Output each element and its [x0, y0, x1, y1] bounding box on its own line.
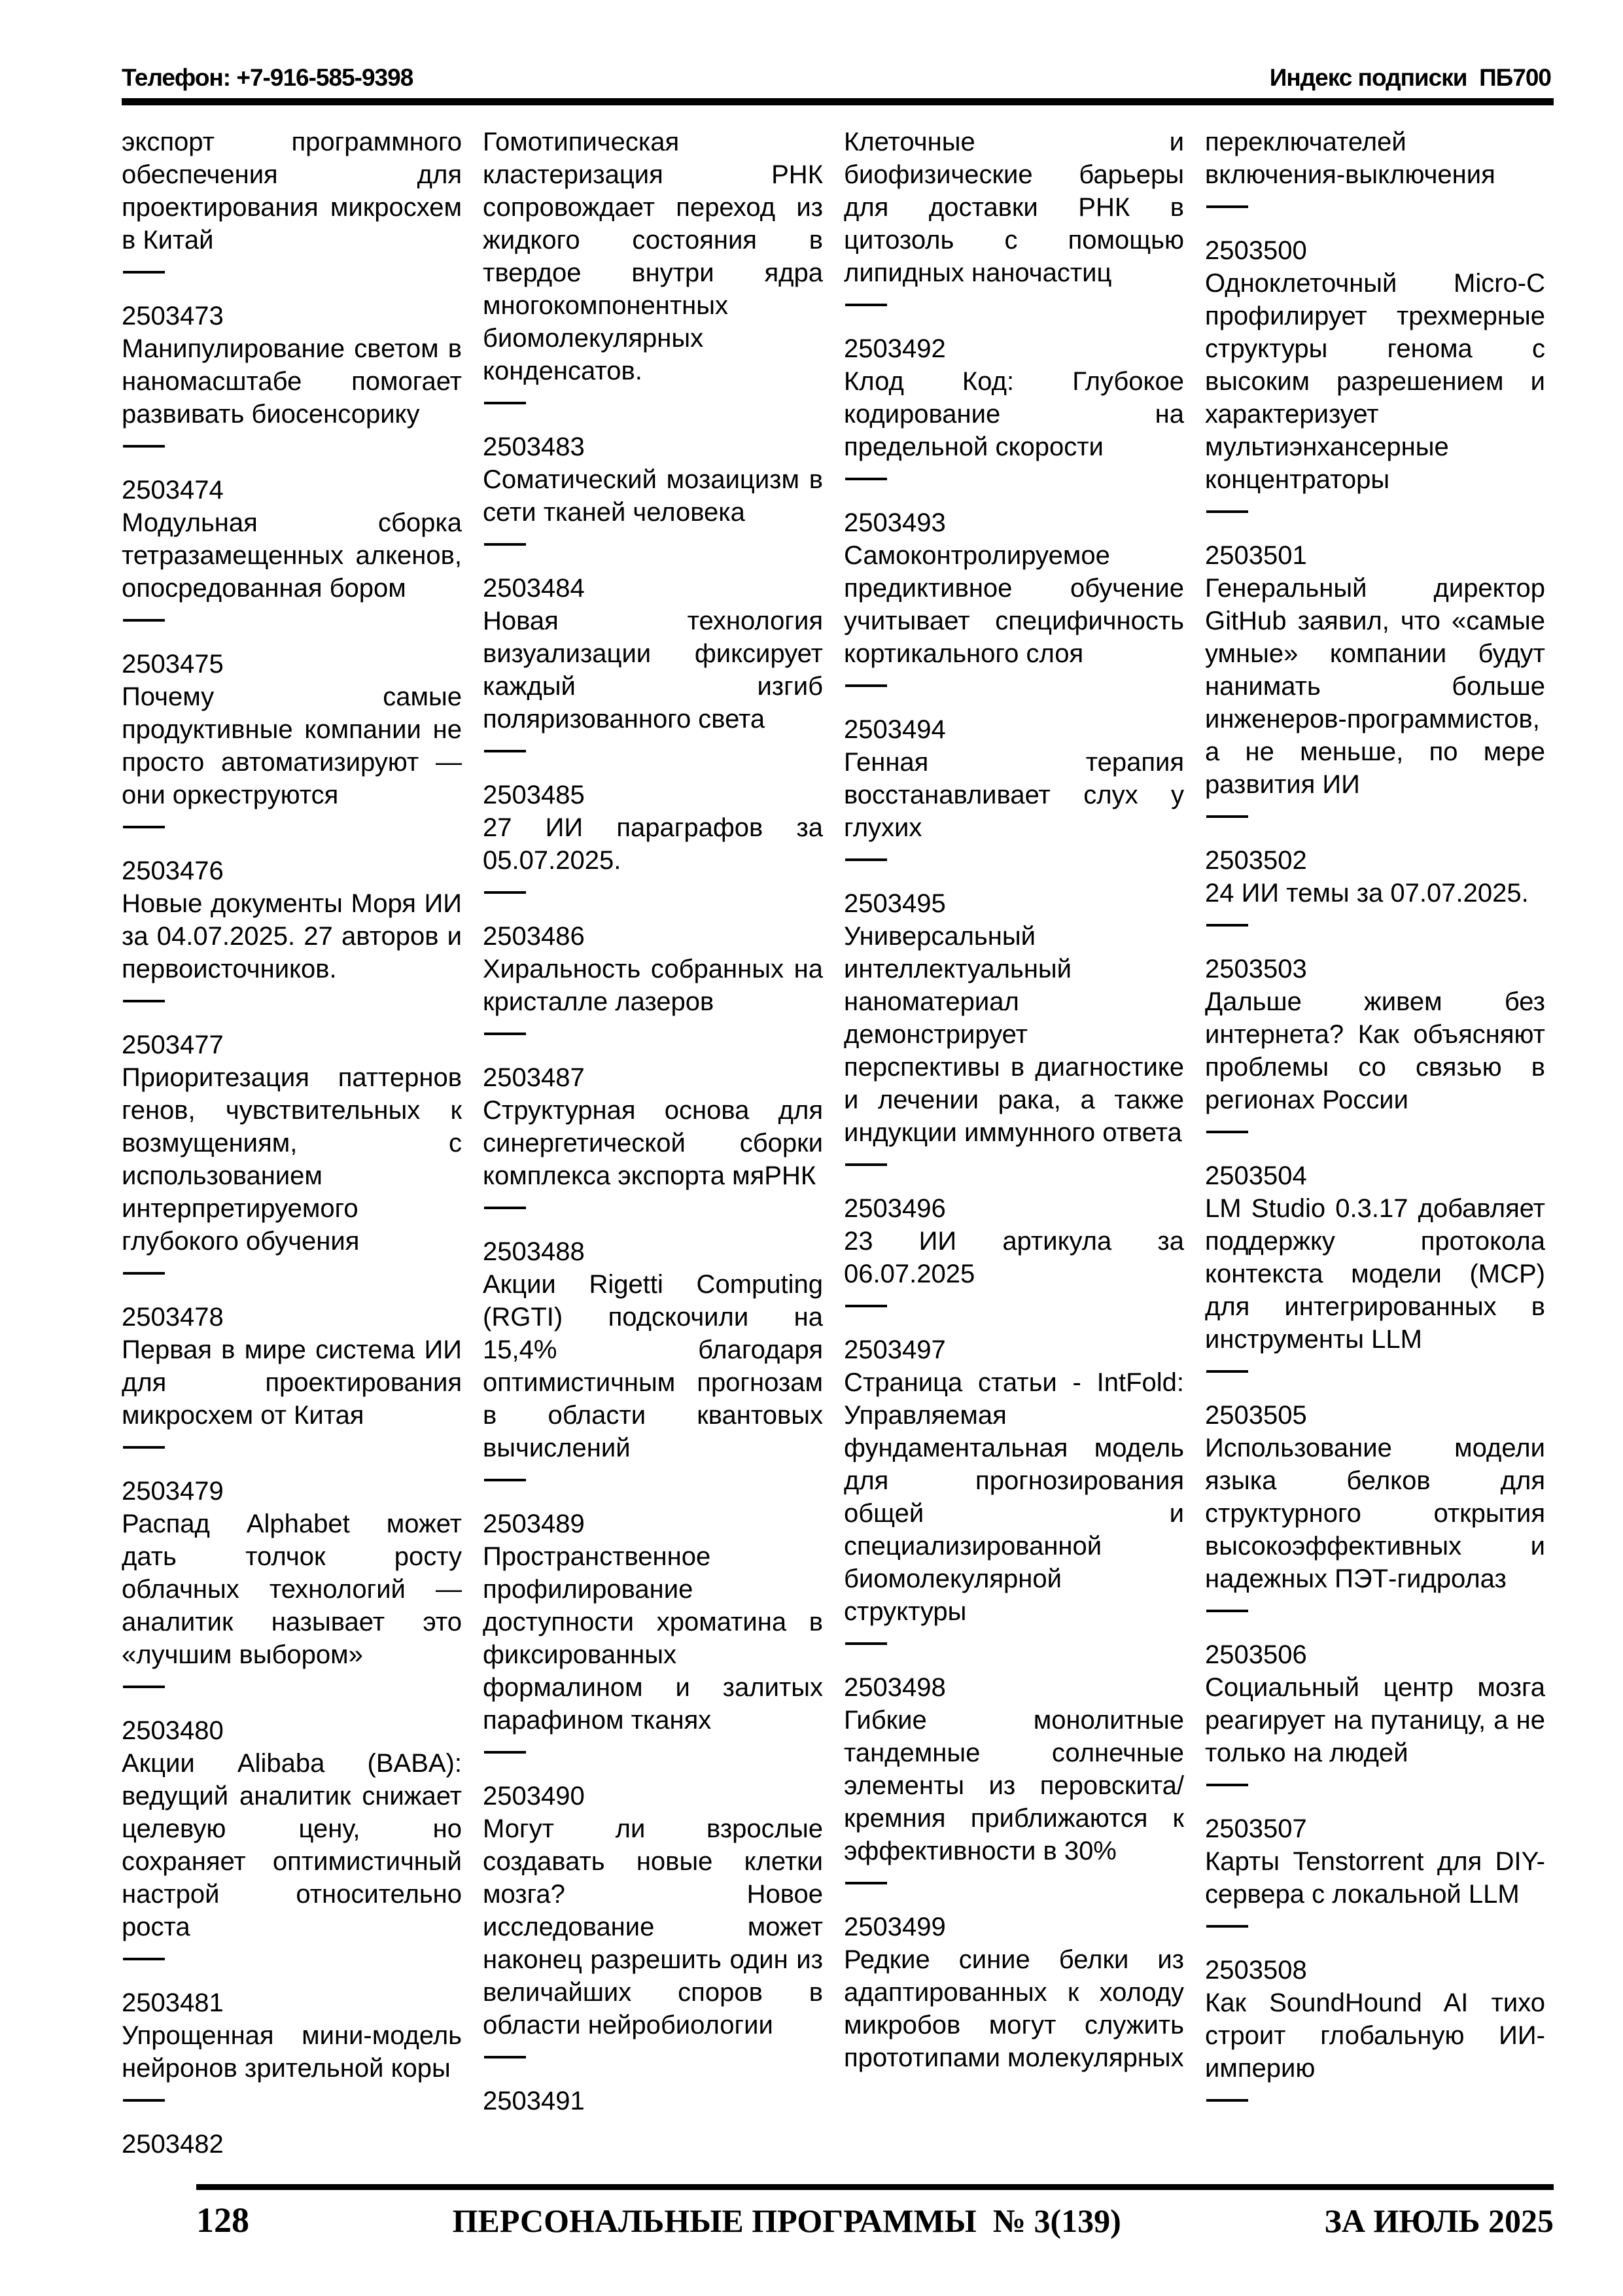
entry-number: 2503492	[844, 334, 946, 363]
entry-separator	[1206, 2099, 1248, 2102]
entry-title: Упрощенная мини-модель нейронов зрительной коры	[122, 2021, 462, 2083]
catalog-columns	[122, 126, 1545, 2174]
entry-title: Социальный центр мозга реагирует на путаницу, а не только на людей	[1205, 1673, 1545, 1767]
entry-title: Соматический мозаицизм в сети тканей человека	[483, 465, 823, 527]
entry-separator	[1206, 1610, 1248, 1612]
entry-title: 24 ИИ темы за 07.07.2025.	[1205, 879, 1529, 908]
header-subscription-index: Индекс подписки ПБ700	[1269, 64, 1551, 91]
entry-number: 2503487	[483, 1063, 585, 1092]
entry-title: Клод Код: Глубокое кодирование на предельной скорости	[844, 367, 1184, 461]
entry-separator	[1206, 924, 1248, 927]
entry-number: 2503474	[122, 476, 224, 504]
entry-title: 27 ИИ параграфов за 05.07.2025.	[483, 813, 823, 875]
entry-number: 2503497	[844, 1335, 946, 1364]
entry-title: Редкие синие белки из адаптированных к холоду микробов могут служить прототипами молекулярных	[844, 1945, 1184, 2072]
entry-number: 2503475	[122, 650, 224, 679]
entry-number: 2503473	[122, 302, 224, 330]
entry-number: 2503495	[844, 889, 946, 918]
catalog-column-2	[483, 126, 823, 2174]
entry-number: 2503494	[844, 715, 946, 744]
entry-title: Приоритезация паттернов генов, чувствительных к возмущениям, с использованием интерпретируемого глубокого обучения	[122, 1063, 462, 1256]
entry-title: 23 ИИ артикула за 06.07.2025	[844, 1227, 1184, 1288]
entry-title: LM Studio 0.3.17 добавляет поддержку протокола контекста модели (MCP) для интегрированных в инструменты LLM	[1205, 1194, 1545, 1354]
entry-separator	[123, 1686, 165, 1688]
entry-separator	[845, 478, 887, 480]
entry-number: 2503477	[122, 1031, 224, 1059]
entry-number: 2503493	[844, 508, 946, 537]
entry-title: Распад Alphabet может дать толчок росту облачных технологий — аналитик называет это «лучшим выбором»	[122, 1510, 462, 1669]
catalog-column-4	[1205, 126, 1545, 2174]
entry-separator	[123, 271, 165, 274]
entry-separator	[1206, 815, 1248, 818]
entry-separator	[123, 2099, 165, 2102]
entry-number: 2503476	[122, 857, 224, 885]
entry-title: Акции Alibaba (BABA): ведущий аналитик снижает целевую цену, но сохраняет оптимистичный настрой относительно роста	[122, 1749, 462, 1941]
entry-separator	[845, 858, 887, 861]
entry-title: Структурная основа для синергетической сборки комплекса экспорта мяРНК	[483, 1096, 823, 1190]
entry-title: Самоконтролируемое предиктивное обучение учитывает специфичность кортикального слоя	[844, 541, 1184, 668]
entry-separator	[845, 1882, 887, 1884]
entry-separator	[484, 750, 526, 752]
entry-title: Использование модели языка белков для структурного открытия высокоэффективных и надежных ПЭТ-гидролаз	[1205, 1434, 1545, 1593]
entry-separator	[1206, 510, 1248, 513]
entry-number: 2503483	[483, 433, 585, 461]
page-footer	[196, 2200, 1554, 2240]
entry-number: 2503490	[483, 1782, 585, 1810]
entry-title: Пространственное профилирование доступности хроматина в фиксированных формалином и залитых парафином тканях	[483, 1542, 823, 1735]
entry-title: Почему самые продуктивные компании не просто автоматизируют — они оркеструются	[122, 682, 462, 809]
entry-title: Гибкие монолитные тандемные солнечные элементы из перовскита/кремния приближаются к эффективности в 30%	[844, 1706, 1184, 1865]
entry-number: 2503481	[122, 1988, 224, 2017]
entry-title: Клеточные и биофизические барьеры для доставки РНК в цитозоль с помощью липидных наночастиц	[844, 128, 1184, 287]
entry-title: Карты Tenstorrent для DIY-сервера с локальной LLM	[1205, 1847, 1545, 1909]
entry-number: 2503507	[1205, 1814, 1307, 1843]
entry-title: Хиральность собранных на кристалле лазеров	[483, 955, 823, 1016]
entry-title: Новая технология визуализации фиксирует каждый изгиб поляризованного света	[483, 607, 823, 733]
entry-title: Гомотипическая кластеризация РНК сопровождает переход из жидкого состояния в твердое внутри ядра многокомпонентных биомолекулярных конденсатов.	[483, 128, 823, 385]
entry-number: 2503501	[1205, 541, 1307, 570]
entry-separator	[1206, 1370, 1248, 1373]
entry-separator	[484, 2056, 526, 2058]
entry-number: 2503482	[122, 2130, 224, 2159]
entry-separator	[484, 1751, 526, 1754]
header-phone: Телефон: +7-916-585-9398	[122, 64, 413, 91]
entry-title: экспорт программного обеспечения для проектирования микросхем в Китай	[122, 128, 462, 255]
entry-title: Модульная сборка тетразамещенных алкенов, опосредованная бором	[122, 508, 462, 603]
entry-number: 2503505	[1205, 1401, 1307, 1430]
header-rule	[122, 98, 1554, 105]
entry-separator	[484, 1479, 526, 1481]
entry-number: 2503488	[483, 1237, 585, 1266]
entry-title: Могут ли взрослые создавать новые клетки мозга? Новое исследование может наконец разрешить один из величайших споров в области нейробиологии	[483, 1814, 823, 2040]
footer-rule	[196, 2184, 1554, 2190]
entry-title: Акции Rigetti Computing (RGTI) подскочили на 15,4% благодаря оптимистичным прогнозам в области квантовых вычислений	[483, 1270, 823, 1462]
entry-title: Генеральный директор GitHub заявил, что «самые умные» компании будут нанимать больше инженеров-программистов, а не меньше, по мере развития ИИ	[1205, 574, 1545, 799]
entry-number: 2503486	[483, 922, 585, 951]
entry-separator	[1206, 1925, 1248, 1928]
entry-title: Манипулирование светом в наномасштабе помогает развивать биосенсорику	[122, 334, 462, 429]
entry-title: Новые документы Моря ИИ за 04.07.2025. 27 авторов и первоисточников.	[122, 889, 462, 983]
entry-title: Страница статьи - IntFold: Управляемая фундаментальная модель для прогнозирования общей и специализированной биомолекулярной структуры	[844, 1368, 1184, 1626]
entry-number: 2503491	[483, 2087, 585, 2115]
entry-separator	[484, 543, 526, 546]
entry-separator	[484, 402, 526, 404]
entry-number: 2503479	[122, 1477, 224, 1506]
entry-separator	[1206, 205, 1248, 208]
entry-separator	[1206, 1131, 1248, 1133]
catalog-column-3	[844, 126, 1184, 2174]
entry-number: 2503484	[483, 574, 585, 603]
entry-separator	[1206, 1784, 1248, 1786]
entry-separator	[484, 891, 526, 894]
entry-number: 2503506	[1205, 1640, 1307, 1669]
entry-separator	[845, 304, 887, 306]
entry-separator	[845, 684, 887, 687]
page-header	[122, 64, 1551, 92]
entry-number: 2503500	[1205, 236, 1307, 265]
footer-page-number: 128	[196, 2200, 249, 2240]
catalog-column-1	[122, 126, 462, 2174]
entry-separator	[123, 445, 165, 448]
entry-number: 2503502	[1205, 846, 1307, 875]
entry-separator	[123, 1958, 165, 1960]
entry-number: 2503508	[1205, 1956, 1307, 1985]
entry-number: 2503478	[122, 1303, 224, 1332]
entry-title: Дальше живем без интернета? Как объясняют проблемы со связью в регионах России	[1205, 987, 1545, 1114]
entry-separator	[123, 826, 165, 828]
entry-separator	[123, 619, 165, 622]
entry-separator	[123, 1272, 165, 1275]
footer-period: ЗА ИЮЛЬ 2025	[1324, 2202, 1554, 2239]
footer-journal-title: ПЕРСОНАЛЬНЫЕ ПРОГРАММЫ № 3(139)	[452, 2202, 1121, 2239]
entry-number: 2503503	[1205, 955, 1307, 983]
entry-number: 2503499	[844, 1913, 946, 1941]
entry-number: 2503496	[844, 1194, 946, 1223]
entry-separator	[123, 1446, 165, 1449]
entry-number: 2503498	[844, 1673, 946, 1702]
entry-title: Универсальный интеллектуальный наноматериал демонстрирует перспективы в диагностике и лечении рака, а также индукции иммунного ответа	[844, 922, 1184, 1147]
entry-number: 2503504	[1205, 1161, 1307, 1190]
entry-title: переключателей включения-выключения	[1205, 128, 1495, 189]
entry-separator	[845, 1305, 887, 1307]
entry-separator	[845, 1163, 887, 1166]
entry-title: Одноклеточный Micro-C профилирует трехмерные структуры генома с высоким разрешением и характеризует мультиэнхансерные концентраторы	[1205, 269, 1545, 494]
entry-title: Генная терапия восстанавливает слух у глухих	[844, 748, 1184, 842]
entry-separator	[845, 1642, 887, 1645]
entry-number: 2503485	[483, 781, 585, 809]
entry-separator	[123, 1000, 165, 1002]
entry-title: Как SoundHound AI тихо строит глобальную ИИ-империю	[1205, 1988, 1545, 2083]
entry-separator	[484, 1033, 526, 1035]
entry-separator	[484, 1207, 526, 1209]
entry-number: 2503489	[483, 1510, 585, 1538]
entry-number: 2503480	[122, 1716, 224, 1745]
entry-title: Первая в мире система ИИ для проектирования микросхем от Китая	[122, 1335, 462, 1430]
